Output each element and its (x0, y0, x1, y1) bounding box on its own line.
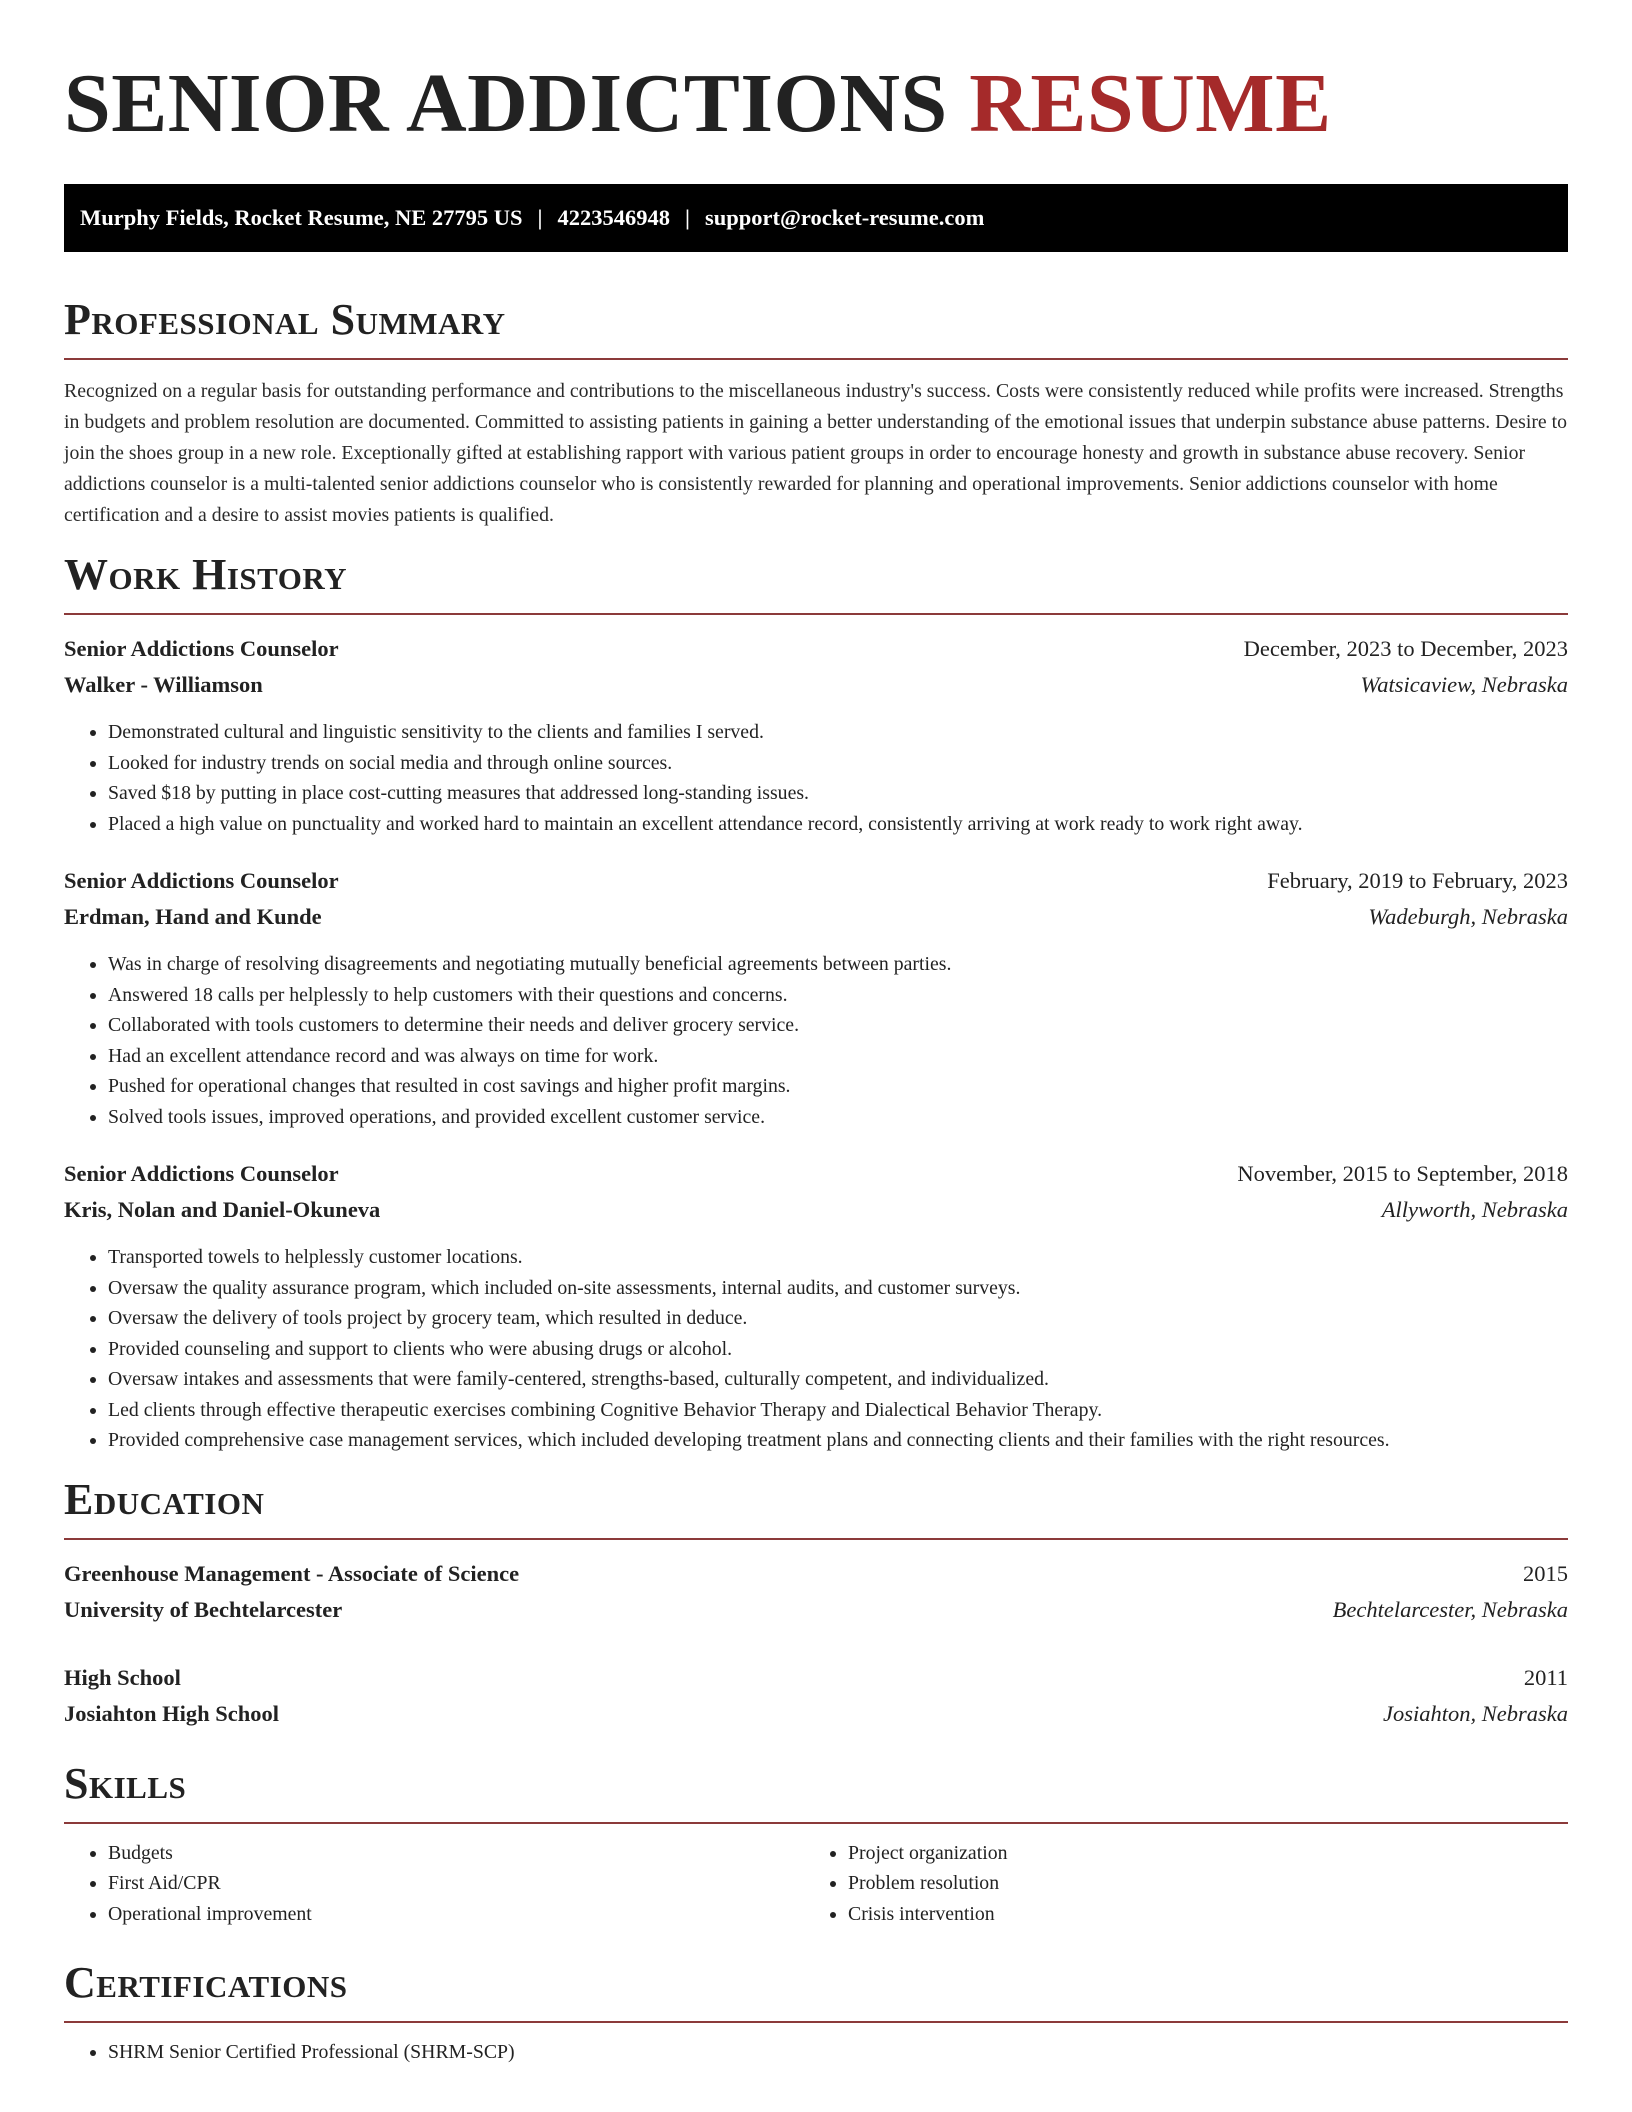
work-history-section (64, 549, 1568, 1456)
job-bullet: • Demonstrated cultural and linguistic sensitivity to the clients and families I served. (108, 717, 1568, 748)
skills-column-left (64, 1824, 804, 1930)
summary-section (64, 294, 1568, 531)
job-bullet: • Had an excellent attendance record and was always on time for work. (108, 1041, 1568, 1072)
job-location: Watsicaview, Nebraska (1360, 672, 1568, 697)
skill-item: • Operational improvement (108, 1899, 804, 1930)
job-header (64, 863, 1568, 899)
job-company: Erdman, Hand and Kunde (64, 904, 322, 929)
skill-item: • Problem resolution (848, 1868, 1544, 1899)
section-title-summary: Professional Summary (64, 295, 506, 344)
job-bullet: • Looked for industry trends on social media and through online sources. (108, 748, 1568, 779)
education-school: Josiahton High School (64, 1700, 280, 1726)
title-accent: RESUME (969, 57, 1332, 150)
job-bullet: • Saved $18 by putting in place cost-cutting measures that addressed long-standing issues. (108, 778, 1568, 809)
job-location: Allyworth, Nebraska (1381, 1197, 1568, 1222)
job-header (64, 1156, 1568, 1192)
job-subheader (64, 899, 1568, 935)
job-bullet: • Oversaw intakes and assessments that were family-centered, strengths-based, culturally competent, and individualized. (108, 1364, 1568, 1395)
job-bullets (64, 949, 1568, 1132)
education-header (64, 1556, 1568, 1592)
certifications-section (64, 1957, 1568, 2068)
job-dates: December, 2023 to December, 2023 (1243, 636, 1568, 661)
contact-email: support@rocket-resume.com (704, 205, 985, 230)
job-bullet: • Solved tools issues, improved operations, and provided excellent customer service. (108, 1102, 1568, 1133)
contact-bar (64, 184, 1568, 252)
skill-item: • Crisis intervention (848, 1899, 1544, 1930)
skill-item: • First Aid/CPR (108, 1868, 804, 1899)
section-divider (64, 2021, 1568, 2023)
skills-grid (64, 1824, 1568, 1930)
section-divider (64, 613, 1568, 615)
resume-title (64, 0, 1568, 150)
job-bullet: • Pushed for operational changes that resulted in cost savings and higher profit margins. (108, 1071, 1568, 1102)
education-header (64, 1660, 1568, 1696)
education-subheader (64, 1592, 1568, 1628)
education-section (64, 1474, 1568, 1732)
job-bullet: • Transported towels to helplessly customer locations. (108, 1242, 1568, 1273)
education-location: Josiahton, Nebraska (1383, 1700, 1568, 1726)
section-title-certifications: Certifications (64, 1958, 348, 2007)
section-title-skills: Skills (64, 1758, 187, 1808)
job-bullets (64, 717, 1568, 839)
job-bullet: • Led clients through effective therapeutic exercises combining Cognitive Behavior Therapy and Dialectical Behavior Therapy. (108, 1395, 1568, 1426)
job-bullet: • Provided comprehensive case management services, which included developing treatment plans and connecting clients and their families with the right resources. (108, 1425, 1568, 1456)
job-bullet: • Provided counseling and support to clients who were abusing drugs or alcohol. (108, 1334, 1568, 1365)
skills-column-right (804, 1824, 1544, 1930)
job-header (64, 631, 1568, 667)
education-year: 2015 (1523, 1560, 1568, 1586)
job-company: Kris, Nolan and Daniel-Okuneva (64, 1197, 381, 1222)
job-bullets (64, 1242, 1568, 1456)
job-title: Senior Addictions Counselor (64, 1161, 339, 1186)
education-school: University of Bechtelarcester (64, 1596, 343, 1622)
job-entry (64, 631, 1568, 839)
certifications-list (64, 2037, 1568, 2068)
job-subheader (64, 667, 1568, 703)
job-title: Senior Addictions Counselor (64, 868, 339, 893)
job-dates: November, 2015 to September, 2018 (1237, 1161, 1568, 1186)
skill-item: • Project organization (848, 1838, 1544, 1869)
job-company: Walker - Williamson (64, 672, 263, 697)
job-bullet: • Answered 18 calls per helplessly to help customers with their questions and concerns. (108, 980, 1568, 1011)
certification-item: • SHRM Senior Certified Professional (SHRM-SCP) (108, 2037, 1568, 2068)
job-entry (64, 863, 1568, 1132)
job-bullet: • Placed a high value on punctuality and worked hard to maintain an excellent attendance record, consistently arriving at work ready to work right away. (108, 809, 1568, 840)
section-title-work: Work History (64, 550, 348, 599)
job-bullet: • Was in charge of resolving disagreements and negotiating mutually beneficial agreements between parties. (108, 949, 1568, 980)
skills-list (64, 1838, 804, 1930)
contact-phone: 4223546948 (557, 205, 670, 230)
job-bullet: • Oversaw the quality assurance program, which included on-site assessments, internal audits, and customer surveys. (108, 1273, 1568, 1304)
contact-separator: | (537, 205, 543, 230)
section-divider (64, 1538, 1568, 1540)
education-entry (64, 1556, 1568, 1628)
education-subheader (64, 1696, 1568, 1732)
job-entry (64, 1156, 1568, 1456)
section-divider (64, 358, 1568, 360)
education-location: Bechtelarcester, Nebraska (1332, 1596, 1568, 1622)
job-bullet: • Collaborated with tools customers to determine their needs and deliver grocery service. (108, 1010, 1568, 1041)
title-main: SENIOR ADDICTIONS (64, 57, 948, 150)
skills-section (64, 1758, 1568, 1930)
section-title-education: Education (64, 1474, 265, 1524)
job-dates: February, 2019 to February, 2023 (1267, 868, 1568, 893)
job-bullet: • Oversaw the delivery of tools project by grocery team, which resulted in deduce. (108, 1303, 1568, 1334)
contact-separator: | (684, 205, 690, 230)
skill-item: • Budgets (108, 1838, 804, 1869)
job-title: Senior Addictions Counselor (64, 636, 339, 661)
education-entry (64, 1660, 1568, 1732)
education-degree: Greenhouse Management - Associate of Science (64, 1560, 520, 1586)
education-year: 2011 (1523, 1664, 1568, 1690)
education-degree: High School (64, 1664, 181, 1690)
contact-address: Murphy Fields, Rocket Resume, NE 27795 US (80, 205, 523, 230)
job-location: Wadeburgh, Nebraska (1368, 904, 1568, 929)
skills-list (804, 1838, 1544, 1930)
summary-text: Recognized on a regular basis for outstanding performance and contributions to the miscellaneous industry's success. Costs were consistently reduced while profits were increased. Strengths in budgets and problem resolution are documented. Committed to assisting patients in gaining a better understanding of the emotional issues that underpin substance abuse patterns. Desire to join the shoes group in a new role. Exceptionally gifted at establishing rapport with various patient groups in order to encourage honesty and growth in substance abuse recovery. Senior addictions counselor is a multi-talented senior addictions counselor who is consistently rewarded for planning and operational improvements. Senior addictions counselor with home certification and a desire to assist movies patients is qualified. (64, 380, 1568, 526)
job-subheader (64, 1192, 1568, 1228)
